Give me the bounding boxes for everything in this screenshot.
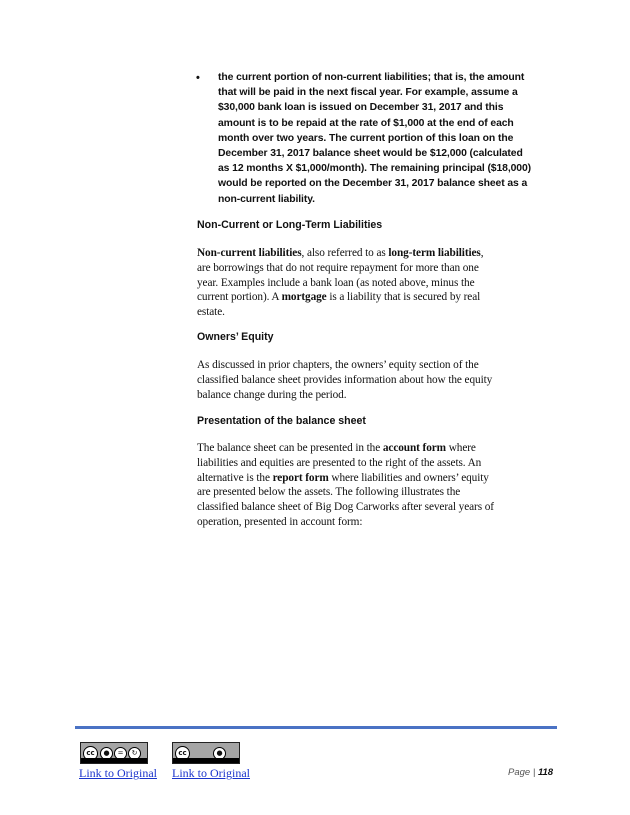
- term-mortgage: mortgage: [281, 291, 327, 304]
- term-account-form: account form: [382, 442, 446, 454]
- page-number-value: 118: [537, 767, 554, 778]
- bullet-line: non-current liability.: [218, 193, 315, 205]
- bullet-line: the current portion of non-current liabilities; that is, the amount: [218, 72, 525, 83]
- term-longterm: long-term liabilities: [388, 247, 481, 259]
- bullet-line: that will be paid in the next fiscal year. For example, assume a: [218, 87, 518, 99]
- by-icon: ●: [100, 747, 113, 760]
- link-to-original-1[interactable]: Link to Original: [79, 766, 157, 780]
- bullet-line: would be reported on the December 31, 2017 balance sheet as a: [218, 178, 528, 190]
- page-number: [508, 767, 553, 778]
- bullet-line: month over two years. The current portion of this loan on the: [218, 132, 514, 144]
- bullet-line: amount is to be repaid at the rate of $1,000 at the end of each: [218, 117, 514, 129]
- section-heading-noncurrent: Non-Current or Long-Term Liabilities: [197, 219, 383, 231]
- paragraph-equity: As discussed in prior chapters, the owners’ equity section of the classified balance sheet provides information about how the equity balance change during the period.: [197, 359, 493, 401]
- cc-icon: cc: [175, 746, 190, 761]
- link-to-original-2[interactable]: Link to Original: [172, 766, 250, 780]
- cc-by-nd-sa-badge: [80, 742, 148, 764]
- cc-icon: cc: [83, 746, 98, 761]
- paragraph-noncurrent: Non-current liabilities, also referred to as long-term liabilities, are borrowings that do not require repayment for more than one year. Examples include a bank loan (as noted above, minus the current portion). A mortgage is a liability that is secured by real estate.: [197, 247, 484, 319]
- footer-rule: [75, 726, 557, 729]
- bullet-line: as 12 months X $1,000/month). The remaining principal ($18,000): [218, 163, 532, 175]
- by-icon: ●: [213, 747, 226, 760]
- section-heading-presentation: Presentation of the balance sheet: [197, 415, 366, 427]
- term-noncurrent: Non-current liabilities: [197, 247, 302, 259]
- paragraph-presentation: The balance sheet can be presented in the account form where liabilities and equities are presented to the right of the assets. An alternative is the report form where liabilities and owners’ equity are presented below the assets. The following illustrates the classified balance sheet of Big Dog Carworks after several years of operation, presented in account form:: [197, 442, 494, 528]
- bullet-marker: •: [196, 72, 200, 84]
- sa-icon: ↻: [128, 747, 141, 760]
- page-label: Page |: [508, 767, 538, 778]
- bullet-line: December 31, 2017 balance sheet would be $12,000 (calculated: [218, 148, 523, 160]
- cc-by-badge: [172, 742, 240, 764]
- bullet-text: [218, 70, 558, 207]
- nd-icon: =: [114, 747, 127, 760]
- term-report-form: report form: [272, 471, 329, 484]
- section-heading-equity: Owners’ Equity: [197, 331, 274, 343]
- bullet-line: $30,000 bank loan is issued on December 31, 2017 and this: [218, 102, 504, 114]
